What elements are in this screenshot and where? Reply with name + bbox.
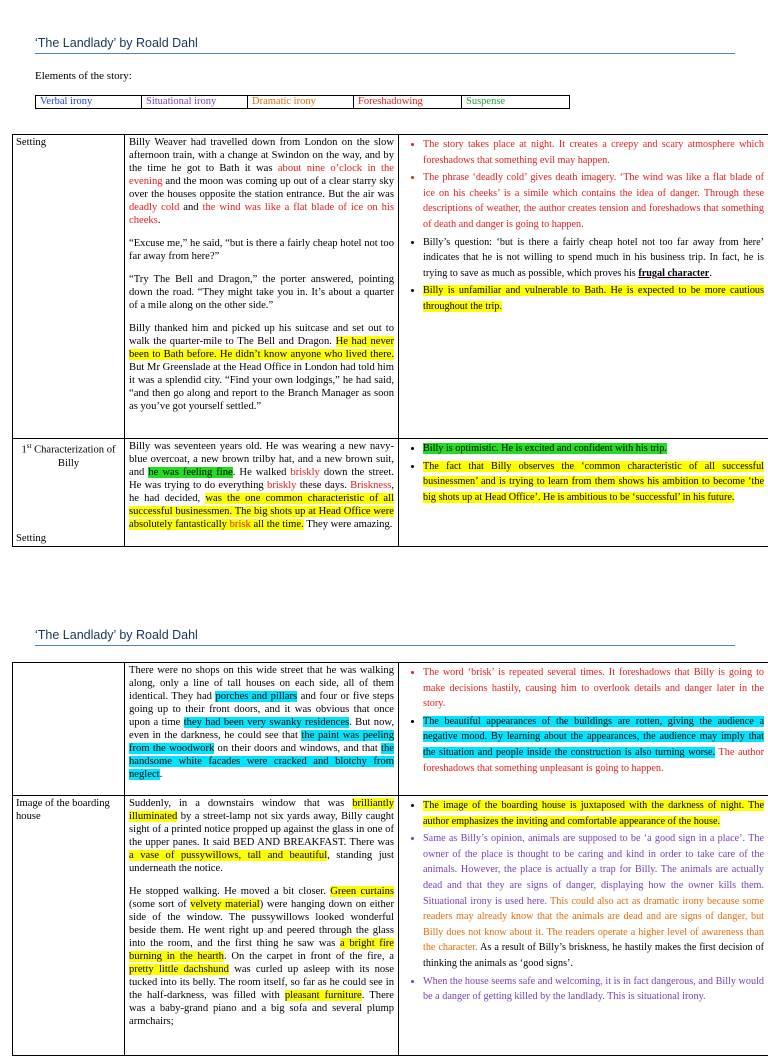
text-run: Billy is unfamiliar and vulnerable to Bath. He is expected to be more cautious throughout the trip. xyxy=(423,285,764,312)
characterization-label xyxy=(16,440,121,470)
text-run: and the moon was coming up out of a clear starry sky over the houses opposite the station entrance. But the air was xyxy=(129,176,394,200)
text-run: briskly xyxy=(290,467,319,478)
text-run: , he had decided, xyxy=(129,480,394,504)
excerpt-paragraph xyxy=(129,797,394,875)
excerpt-paragraph xyxy=(129,136,394,227)
analysis-note xyxy=(423,235,764,282)
excerpt-cell xyxy=(125,796,399,1056)
text-run: There were no shops on this wide street that he was walking along, only a line of tall houses on each side, all of them identical. They had xyxy=(129,665,394,702)
excerpt-cell xyxy=(125,663,399,796)
analysis-cell xyxy=(399,663,768,796)
row-label-characterization xyxy=(13,439,125,547)
legend-verbal-irony: Verbal irony xyxy=(36,96,142,109)
text-run: was the one common characteristic of all successful businessmen. The big shots up at Head Office were absolutely fantastically xyxy=(129,493,394,530)
row-label-setting-bottom: Setting xyxy=(16,532,46,545)
text-run: ) were hanging down on either side of the window. The pussywillows looked wonderful beside them. He went right up and peered through the glass into the room, and the first thing he saw was xyxy=(129,899,394,949)
table-row xyxy=(13,796,768,1056)
text-run: (some sort of xyxy=(129,899,190,910)
text-run: The image of the boarding house is juxtaposed with the darkness of night. The author emphasizes the inviting and comfortable appearance of the house. xyxy=(423,800,764,827)
text-run: The word ‘brisk’ is repeated several times. It foreshadows that Billy is going to make decisions hastily, causing him to overlook details and danger later in the story. xyxy=(423,667,764,709)
text-run: briskly xyxy=(267,480,296,491)
row-label-setting: Setting xyxy=(13,135,125,439)
excerpt-paragraph xyxy=(129,440,394,531)
text-run: . But now, even in the darkness, he could see that xyxy=(129,717,394,741)
text-run: deadly cold xyxy=(129,202,179,213)
text-run: by a street-lamp not six yards away, Billy caught sight of a printed notice propped up against the glass in one of the upper panes. It said BED AND BREAKFAST. There was xyxy=(129,811,394,848)
text-run: and four or five steps going up to their front doors, and it was obvious that once upon a time xyxy=(129,691,394,728)
legend-table xyxy=(35,95,570,109)
text-run: down the street. He was trying to do everything xyxy=(129,467,394,491)
analysis-list xyxy=(403,441,764,505)
analysis-note xyxy=(423,798,764,829)
document-title-page-2: ‘The Landlady’ by Roald Dahl xyxy=(35,628,198,642)
text-run: . There was a baby-grand piano and a big sofa and several plump armchairs; xyxy=(129,990,394,1027)
text-run: he was feeling fine xyxy=(148,467,232,478)
analysis-note xyxy=(423,831,764,971)
text-run: They were amazing. xyxy=(304,519,393,530)
excerpt-paragraph xyxy=(129,322,394,413)
analysis-table-1 xyxy=(12,134,768,547)
text-run: Billy Weaver had travelled down from London on the slow afternoon train, with a change at Swindon on the way, and by the time he got to Bath it was xyxy=(129,137,394,174)
excerpt-paragraph: “Try The Bell and Dragon,” the porter answered, pointing down the road. “They might take you in. It’s about a quarter of a mile along on the other side.” xyxy=(129,273,394,312)
text-run: . On the carpet in front of the fire, a xyxy=(224,951,394,962)
text-run: pleasant furniture xyxy=(285,990,362,1001)
analysis-list xyxy=(403,137,764,315)
text-run: This could also act as dramatic irony because some readers may already know that the animals are dead and are signs of danger, but Billy does not know about it. The readers operate a higher level of awareness than the character. xyxy=(423,896,764,954)
text-run: He had never been to Bath before. He didn’t know anyone who lived there. xyxy=(129,336,394,360)
legend-foreshadowing: Foreshadowing xyxy=(354,96,462,109)
analysis-note xyxy=(423,283,764,314)
text-run: . xyxy=(160,769,163,780)
analysis-cell xyxy=(399,439,768,547)
label-number: 1 xyxy=(21,445,26,456)
excerpt-paragraph xyxy=(129,664,394,781)
analysis-note xyxy=(423,714,764,776)
text-run: the handsome white facades were cracked and blotchy from neglect xyxy=(129,743,394,780)
document-title: ‘The Landlady’ by Roald Dahl xyxy=(35,36,198,50)
table-row xyxy=(13,135,768,439)
elements-subtitle: Elements of the story: xyxy=(35,70,132,82)
text-run: Briskness xyxy=(350,480,391,491)
text-run: velvety material xyxy=(190,899,259,910)
title-divider xyxy=(35,645,735,646)
analysis-cell xyxy=(399,135,768,439)
text-run: When the house seems safe and welcoming, it is in fact dangerous, and Billy would be a danger of getting killed by the landlady. This is situational irony. xyxy=(423,976,764,1003)
excerpt-paragraph xyxy=(129,885,394,1028)
text-run: He stopped walking. He moved a bit closer. xyxy=(129,886,330,897)
text-run: all the time. xyxy=(251,519,304,530)
text-run: . xyxy=(709,268,712,279)
text-run: Same as Billy’s opinion, animals are supposed to be ‘a good sign in a place’. The owner of the place is thought to be caring and kind in order to take care of the animals. However, the place is actually a trap for Billy. The animals are actually dead and that they are signs of danger, displaying how the owner kills them. Situational irony is used here. xyxy=(423,833,764,906)
text-run: Suddenly, in a downstairs window that was xyxy=(129,798,352,809)
text-run: frugal character xyxy=(638,268,709,279)
text-run: on their doors and windows, and that xyxy=(214,743,381,754)
analysis-note xyxy=(423,665,764,712)
table-row xyxy=(13,663,768,796)
text-run: But Mr Greenslade at the Head Office in London had told him it was a splendid city. “Find your own lodgings,” he had said, “and then go along and report to the Branch Manager as soon as you’ve got yourself settled.” xyxy=(129,362,394,412)
text-run: The fact that Billy observes the ‘common characteristic of all successful businessmen’ and is trying to learn from them shows his ambition to become ‘the big shots up at Head Office’. He is ambitious to be ‘successful’ in his future. xyxy=(423,461,764,503)
analysis-cell xyxy=(399,796,768,1056)
text-run: brilliantly illuminated xyxy=(129,798,394,822)
text-run: . He walked xyxy=(233,467,291,478)
text-run: , standing just underneath the notice. xyxy=(129,850,394,874)
analysis-table-2 xyxy=(12,662,768,1056)
text-run: the wind was like a flat blade of ice on his cheeks xyxy=(129,202,394,226)
analysis-list xyxy=(403,665,764,776)
row-label-boarding-house: Image of the boarding house xyxy=(13,796,125,1056)
analysis-note xyxy=(423,459,764,506)
excerpt-cell xyxy=(125,135,399,439)
excerpt-paragraph: “Excuse me,” he said, “but is there a fairly cheap hotel not too far away from here?” xyxy=(129,237,394,263)
excerpt-cell xyxy=(125,439,399,547)
text-run: brisk xyxy=(230,519,251,530)
text-run: they had been very swanky residences xyxy=(184,717,349,728)
text-run: was curled up asleep with its nose tucked into its belly. The room itself, so far as he could see in the half-darkness, was filled with xyxy=(129,964,394,1001)
analysis-note xyxy=(423,170,764,232)
text-run: pretty little dachshund xyxy=(129,964,229,975)
text-run: and xyxy=(179,202,202,213)
text-run: porches and pillars xyxy=(215,691,297,702)
legend-suspense: Suspense xyxy=(462,96,570,109)
text-run: a vase of pussywillows, tall and beautiful xyxy=(129,850,327,861)
text-run: Green curtains xyxy=(330,886,394,897)
title-divider xyxy=(35,53,735,54)
analysis-note xyxy=(423,974,764,1005)
table-row xyxy=(13,439,768,547)
text-run: Billy is optimistic. He is excited and confident with his trip. xyxy=(423,443,667,454)
text-run: The beautiful appearances of the buildings are rotten, giving the audience a negative mood. By learning about the appearances, the audience may imply that the situation and people inside the construction is also turning worse. xyxy=(423,716,764,758)
text-run: The story takes place at night. It creates a creepy and scary atmosphere which foreshadows that something evil may happen. xyxy=(423,139,764,166)
label-text: Characterization of Billy xyxy=(31,445,115,469)
text-run: Billy’s question: ‘but is there a fairly cheap hotel not too far away from here’ indicates that he is not willing to spend much in his business trip. In fact, he is trying to save as much as possible, which proves his xyxy=(423,237,764,279)
legend-situational-irony: Situational irony xyxy=(142,96,248,109)
legend-dramatic-irony: Dramatic irony xyxy=(248,96,354,109)
analysis-note xyxy=(423,137,764,168)
text-run: . xyxy=(158,215,161,226)
label-ordinal: st xyxy=(27,442,32,450)
text-run: Billy thanked him and picked up his suitcase and set out to walk the quarter-mile to The Bell and Dragon. xyxy=(129,323,394,347)
text-run: about nine o’clock in the evening xyxy=(129,163,394,187)
text-run: The author foreshadows that something unpleasant is going to happen. xyxy=(423,747,764,774)
text-run: a bright fire burning in the hearth xyxy=(129,938,394,962)
analysis-note xyxy=(423,441,764,457)
analysis-list xyxy=(403,798,764,1005)
text-run: The phrase ‘deadly cold’ gives death imagery. ‘The wind was like a flat blade of ice on his cheeks’ is a simile which contains the idea of danger. Through these descriptions of weather, the author creates tension and foreshadows that something of death and danger is going to happen. xyxy=(423,172,764,230)
text-run: Billy was seventeen years old. He was wearing a new navy-blue overcoat, a new brown trilby hat, and a new brown suit, and xyxy=(129,441,394,478)
text-run: As a result of Billy’s briskness, he hastily makes the first decision of thinking the animals as ‘good signs’. xyxy=(423,942,764,969)
text-run: the paint was peeling from the woodwork xyxy=(129,730,394,754)
text-run: these days. xyxy=(296,480,350,491)
row-label-empty xyxy=(13,663,125,796)
